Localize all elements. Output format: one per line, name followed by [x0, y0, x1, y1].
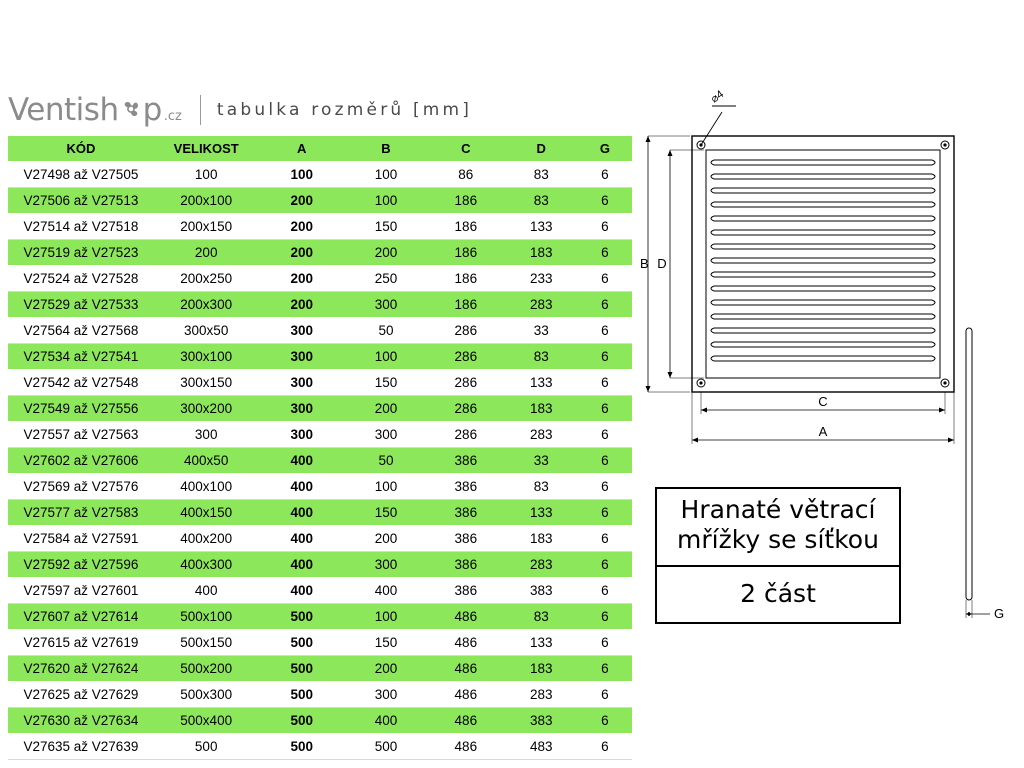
cell-g: 6 [578, 656, 632, 682]
column-header-d: D [505, 136, 578, 162]
cell-velikost: 500 [154, 734, 259, 760]
cell-b: 200 [345, 656, 427, 682]
table-row [8, 552, 632, 578]
table-row [8, 396, 632, 422]
table-row [8, 708, 632, 734]
cell-d: 283 [505, 682, 578, 708]
cell-a: 300 [259, 370, 345, 396]
cell-a: 400 [259, 474, 345, 500]
cell-g: 6 [578, 396, 632, 422]
cell-kod: V27557 až V27563 [8, 422, 154, 448]
cell-velikost: 200 [154, 240, 259, 266]
cell-a: 300 [259, 344, 345, 370]
table-row [8, 578, 632, 604]
caption-title-line2: mřížky se síťkou [677, 525, 879, 554]
column-header-kod: KÓD [8, 136, 154, 162]
cell-velikost: 400x300 [154, 552, 259, 578]
cell-d: 33 [505, 448, 578, 474]
fan-swirl-icon [120, 98, 142, 120]
table-row [8, 682, 632, 708]
cell-velikost: 300x150 [154, 370, 259, 396]
cell-c: 486 [427, 708, 505, 734]
profile-bar [966, 328, 972, 600]
caption-box [655, 487, 901, 624]
cell-d: 383 [505, 578, 578, 604]
cell-a: 300 [259, 422, 345, 448]
cell-velikost: 200x150 [154, 214, 259, 240]
cell-velikost: 300x100 [154, 344, 259, 370]
dimension-a-label: A [818, 424, 828, 439]
table-row [8, 630, 632, 656]
cell-d: 133 [505, 630, 578, 656]
cell-velikost: 200x100 [154, 188, 259, 214]
cell-b: 50 [345, 318, 427, 344]
logo-text-tail: p [142, 92, 162, 128]
cell-d: 83 [505, 162, 578, 188]
cell-kod: V27524 až V27528 [8, 266, 154, 292]
cell-b: 200 [345, 396, 427, 422]
caption-title [657, 489, 899, 567]
grille-inner-frame [706, 150, 940, 378]
table-row [8, 448, 632, 474]
table-row [8, 604, 632, 630]
table-row [8, 292, 632, 318]
cell-d: 233 [505, 266, 578, 292]
cell-kod: V27534 až V27541 [8, 344, 154, 370]
cell-d: 183 [505, 240, 578, 266]
cell-kod: V27529 až V27533 [8, 292, 154, 318]
cell-b: 150 [345, 500, 427, 526]
cell-kod: V27620 až V27624 [8, 656, 154, 682]
table-row [8, 162, 632, 188]
cell-g: 6 [578, 214, 632, 240]
cell-c: 486 [427, 682, 505, 708]
cell-a: 500 [259, 604, 345, 630]
column-header-c: C [427, 136, 505, 162]
cell-velikost: 500x300 [154, 682, 259, 708]
cell-kod: V27584 až V27591 [8, 526, 154, 552]
cell-kod: V27569 až V27576 [8, 474, 154, 500]
cell-velikost: 400 [154, 578, 259, 604]
cell-velikost: 400x200 [154, 526, 259, 552]
ventishop-logo [8, 92, 182, 128]
cell-b: 200 [345, 526, 427, 552]
cell-b: 50 [345, 448, 427, 474]
cell-a: 500 [259, 630, 345, 656]
caption-title-line1: Hranaté větrací [680, 495, 876, 524]
cell-d: 183 [505, 526, 578, 552]
cell-g: 6 [578, 370, 632, 396]
cell-a: 500 [259, 734, 345, 760]
cell-velikost: 200x250 [154, 266, 259, 292]
cell-b: 150 [345, 214, 427, 240]
cell-d: 83 [505, 604, 578, 630]
cell-g: 6 [578, 526, 632, 552]
cell-velikost: 500x400 [154, 708, 259, 734]
table-row [8, 318, 632, 344]
cell-b: 100 [345, 604, 427, 630]
cell-velikost: 300 [154, 422, 259, 448]
dimensions-table [8, 136, 632, 760]
table-header-row [8, 136, 632, 162]
cell-b: 100 [345, 188, 427, 214]
cell-g: 6 [578, 500, 632, 526]
cell-velikost: 500x150 [154, 630, 259, 656]
table-row [8, 656, 632, 682]
cell-kod: V27506 až V27513 [8, 188, 154, 214]
cell-g: 6 [578, 292, 632, 318]
cell-velikost: 300x200 [154, 396, 259, 422]
cell-a: 300 [259, 396, 345, 422]
cell-a: 100 [259, 162, 345, 188]
cell-g: 6 [578, 708, 632, 734]
cell-c: 386 [427, 578, 505, 604]
cell-velikost: 500x100 [154, 604, 259, 630]
cell-b: 100 [345, 474, 427, 500]
cell-d: 283 [505, 552, 578, 578]
cell-a: 400 [259, 448, 345, 474]
dimension-d-label: D [657, 256, 667, 271]
cell-c: 186 [427, 292, 505, 318]
column-header-velikost: VELIKOST [154, 136, 259, 162]
cell-d: 183 [505, 656, 578, 682]
cell-b: 250 [345, 266, 427, 292]
cell-velikost: 200x300 [154, 292, 259, 318]
cell-a: 500 [259, 656, 345, 682]
cell-a: 200 [259, 188, 345, 214]
cell-d: 483 [505, 734, 578, 760]
cell-c: 486 [427, 630, 505, 656]
cell-g: 6 [578, 162, 632, 188]
cell-b: 300 [345, 422, 427, 448]
cell-g: 6 [578, 552, 632, 578]
cell-c: 186 [427, 214, 505, 240]
cell-a: 300 [259, 318, 345, 344]
table-row [8, 422, 632, 448]
cell-velikost: 500x200 [154, 656, 259, 682]
cell-velikost: 400x150 [154, 500, 259, 526]
cell-c: 286 [427, 422, 505, 448]
cell-c: 386 [427, 448, 505, 474]
header-subtitle: tabulka rozměrů [mm] [216, 100, 473, 120]
side-profile-view [960, 328, 1005, 621]
cell-d: 133 [505, 214, 578, 240]
cell-kod: V27602 až V27606 [8, 448, 154, 474]
cell-kod: V27577 až V27583 [8, 500, 154, 526]
dimension-b-label: B [640, 256, 649, 271]
logo-text: Ventish [8, 92, 119, 128]
cell-kod: V27607 až V27614 [8, 604, 154, 630]
cell-d: 83 [505, 188, 578, 214]
cell-d: 83 [505, 344, 578, 370]
cell-c: 386 [427, 552, 505, 578]
cell-c: 286 [427, 370, 505, 396]
cell-c: 486 [427, 734, 505, 760]
cell-g: 6 [578, 604, 632, 630]
cell-d: 283 [505, 422, 578, 448]
cell-g: 6 [578, 266, 632, 292]
dimension-c-label: C [818, 394, 828, 409]
cell-g: 6 [578, 448, 632, 474]
cell-b: 300 [345, 292, 427, 318]
cell-c: 286 [427, 318, 505, 344]
cell-c: 486 [427, 604, 505, 630]
cell-b: 500 [345, 734, 427, 760]
cell-g: 6 [578, 188, 632, 214]
cell-c: 86 [427, 162, 505, 188]
cell-kod: V27635 až V27639 [8, 734, 154, 760]
cell-a: 200 [259, 214, 345, 240]
table-header [8, 136, 632, 162]
dimension-b [646, 136, 691, 392]
table-row [8, 734, 632, 760]
cell-kod: V27519 až V27523 [8, 240, 154, 266]
cell-kod: V27542 až V27548 [8, 370, 154, 396]
cell-d: 133 [505, 500, 578, 526]
cell-kod: V27564 až V27568 [8, 318, 154, 344]
dimension-g [966, 600, 990, 618]
cell-g: 6 [578, 734, 632, 760]
table-row [8, 240, 632, 266]
cell-g: 6 [578, 578, 632, 604]
cell-a: 200 [259, 266, 345, 292]
slat-end-curves [711, 160, 935, 361]
cell-b: 150 [345, 630, 427, 656]
column-header-g: G [578, 136, 632, 162]
cell-kod: V27597 až V27601 [8, 578, 154, 604]
table-row [8, 474, 632, 500]
cell-a: 400 [259, 500, 345, 526]
cell-c: 186 [427, 240, 505, 266]
cell-kod: V27615 až V27619 [8, 630, 154, 656]
cell-b: 100 [345, 162, 427, 188]
cell-b: 400 [345, 578, 427, 604]
cell-d: 183 [505, 396, 578, 422]
column-header-a: A [259, 136, 345, 162]
cell-b: 400 [345, 708, 427, 734]
cell-a: 200 [259, 292, 345, 318]
cell-d: 133 [505, 370, 578, 396]
table-row [8, 500, 632, 526]
cell-velikost: 300x50 [154, 318, 259, 344]
hole-diameter-label: ⌀4 [708, 88, 727, 106]
screw-holes [697, 141, 949, 387]
cell-c: 486 [427, 656, 505, 682]
cell-b: 100 [345, 344, 427, 370]
table-row [8, 188, 632, 214]
table-row [8, 370, 632, 396]
logo-domain-suffix: .cz [163, 109, 182, 124]
cell-g: 6 [578, 344, 632, 370]
table-body [8, 162, 632, 760]
column-header-b: B [345, 136, 427, 162]
cell-c: 286 [427, 344, 505, 370]
louvre-slats [714, 160, 932, 361]
cell-d: 283 [505, 292, 578, 318]
cell-g: 6 [578, 474, 632, 500]
cell-a: 400 [259, 526, 345, 552]
table-row [8, 266, 632, 292]
cell-kod: V27592 až V27596 [8, 552, 154, 578]
cell-c: 386 [427, 500, 505, 526]
cell-g: 6 [578, 682, 632, 708]
cell-a: 200 [259, 240, 345, 266]
cell-kod: V27630 až V27634 [8, 708, 154, 734]
table-row [8, 526, 632, 552]
cell-a: 400 [259, 578, 345, 604]
cell-kod: V27625 až V27629 [8, 682, 154, 708]
cell-a: 500 [259, 708, 345, 734]
table-row [8, 214, 632, 240]
dimension-g-label: G [994, 606, 1005, 621]
cell-kod: V27549 až V27556 [8, 396, 154, 422]
cell-velikost: 100 [154, 162, 259, 188]
cell-d: 83 [505, 474, 578, 500]
cell-velikost: 400x50 [154, 448, 259, 474]
cell-g: 6 [578, 630, 632, 656]
cell-a: 400 [259, 552, 345, 578]
cell-b: 300 [345, 682, 427, 708]
cell-g: 6 [578, 422, 632, 448]
header-divider [200, 95, 201, 125]
cell-b: 200 [345, 240, 427, 266]
cell-c: 386 [427, 526, 505, 552]
document-header [8, 86, 628, 134]
cell-b: 150 [345, 370, 427, 396]
caption-part: 2 část [740, 579, 816, 608]
cell-kod: V27514 až V27518 [8, 214, 154, 240]
cell-kod: V27498 až V27505 [8, 162, 154, 188]
cell-d: 383 [505, 708, 578, 734]
cell-c: 186 [427, 188, 505, 214]
cell-velikost: 400x100 [154, 474, 259, 500]
cell-c: 386 [427, 474, 505, 500]
cell-b: 300 [345, 552, 427, 578]
cell-g: 6 [578, 240, 632, 266]
cell-a: 500 [259, 682, 345, 708]
table-row [8, 344, 632, 370]
cell-c: 286 [427, 396, 505, 422]
cell-c: 186 [427, 266, 505, 292]
dimension-d [668, 150, 705, 378]
hole-leader-line [701, 106, 736, 145]
cell-g: 6 [578, 318, 632, 344]
cell-d: 33 [505, 318, 578, 344]
